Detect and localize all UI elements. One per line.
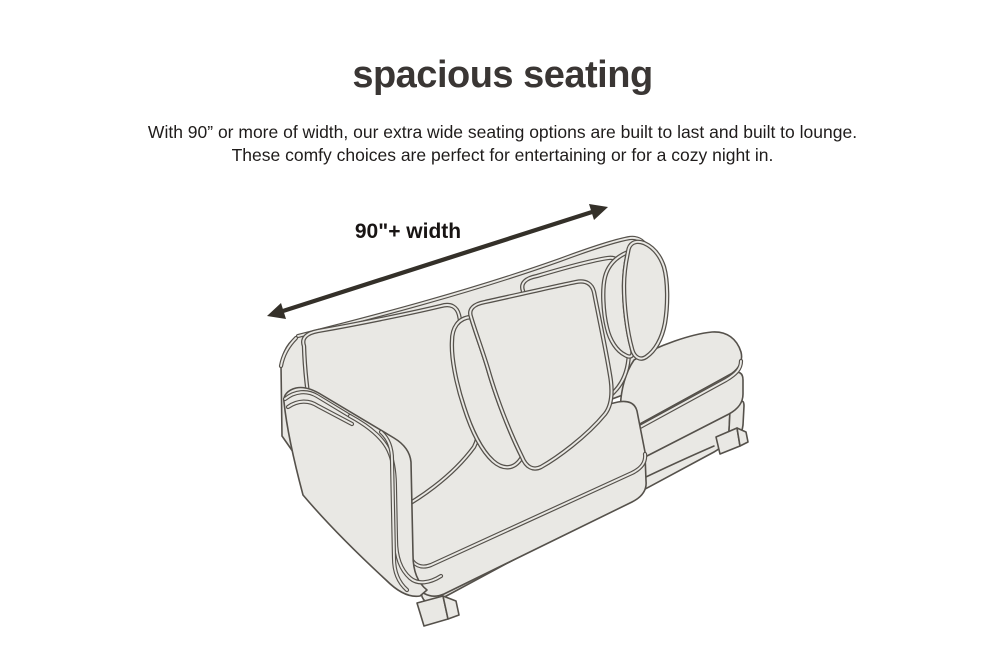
arrow-head-left	[267, 303, 286, 319]
arrow-head-right	[589, 204, 608, 220]
back-pillow-4	[603, 242, 667, 359]
description-line-2: These comfy choices are perfect for entertaining or for a cozy night in.	[231, 145, 774, 165]
description-line-1: With 90” or more of width, our extra wide seating options are built to last and built to lounge.	[147, 122, 858, 142]
dimension-label: 90"+ width	[354, 220, 462, 243]
page-title: spacious seating	[352, 54, 653, 96]
